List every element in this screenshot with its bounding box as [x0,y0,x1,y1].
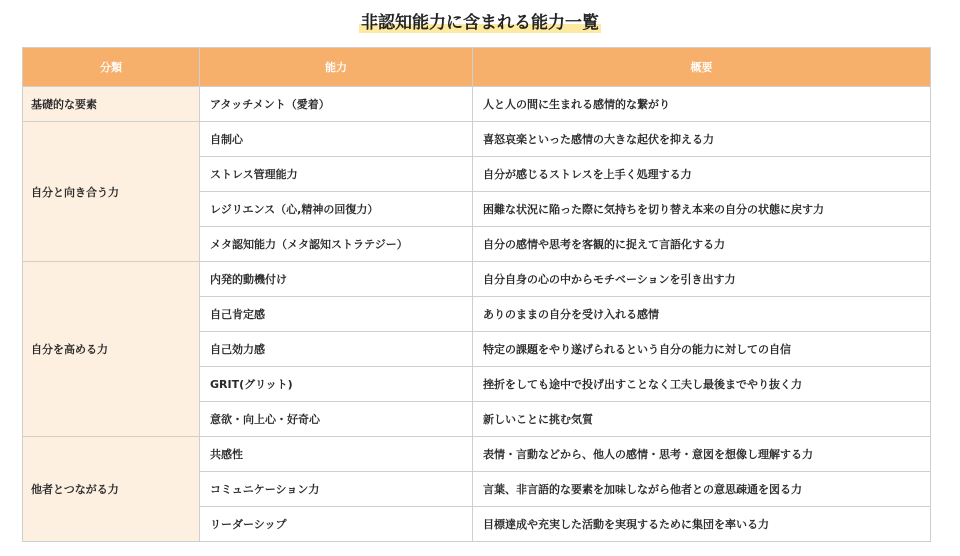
overview-cell: 自分の感情や思考を客観的に捉えて言語化する力 [473,227,931,262]
ability-cell: 内発的動機付け [200,262,473,297]
header-ability: 能力 [200,48,473,87]
ability-cell: メタ認知能力（メタ認知ストラテジー） [200,227,473,262]
header-overview: 概要 [473,48,931,87]
ability-cell: 意欲・向上心・好奇心 [200,402,473,437]
ability-cell: 自己効力感 [200,332,473,367]
overview-cell: 目標達成や充実した活動を実現するために集団を率いる力 [473,507,931,542]
table-row [23,262,931,297]
overview-cell: 自分自身の心の中からモチベーションを引き出す力 [473,262,931,297]
category-cell: 自分と向き合う力 [23,122,200,262]
table-header-row [23,48,931,87]
ability-cell: アタッチメント（愛着） [200,87,473,122]
ability-cell: リーダーシップ [200,507,473,542]
overview-cell: 言葉、非言語的な要素を加味しながら他者との意思疎通を図る力 [473,472,931,507]
ability-cell: 自制心 [200,122,473,157]
ability-cell: ストレス管理能力 [200,157,473,192]
overview-cell: 喜怒哀楽といった感情の大きな起伏を抑える力 [473,122,931,157]
overview-cell: 表情・言動などから、他人の感情・思考・意図を想像し理解する力 [473,437,931,472]
table-row [23,87,931,122]
table-row [23,122,931,157]
overview-cell: 人と人の間に生まれる感情的な繋がり [473,87,931,122]
page-title [0,10,960,36]
table-row [23,437,931,472]
header-category: 分類 [23,48,200,87]
ability-cell: レジリエンス（心,精神の回復力） [200,192,473,227]
category-cell: 他者とつながる力 [23,437,200,542]
category-cell: 基礎的な要素 [23,87,200,122]
overview-cell: 困難な状況に陥った際に気持ちを切り替え本来の自分の状態に戻す力 [473,192,931,227]
overview-cell: 挫折をしても途中で投げ出すことなく工夫し最後までやり抜く力 [473,367,931,402]
ability-cell: 共感性 [200,437,473,472]
ability-cell: GRIT(グリット) [200,367,473,402]
ability-cell: 自己肯定感 [200,297,473,332]
page-title-text: 非認知能力に含まれる能力一覧 [361,13,599,33]
overview-cell: 自分が感じるストレスを上手く処理する力 [473,157,931,192]
overview-cell: ありのままの自分を受け入れる感情 [473,297,931,332]
overview-cell: 特定の課題をやり遂げられるという自分の能力に対しての自信 [473,332,931,367]
overview-cell: 新しいことに挑む気質 [473,402,931,437]
ability-cell: コミュニケーション力 [200,472,473,507]
category-cell: 自分を高める力 [23,262,200,437]
abilities-table [22,47,931,542]
